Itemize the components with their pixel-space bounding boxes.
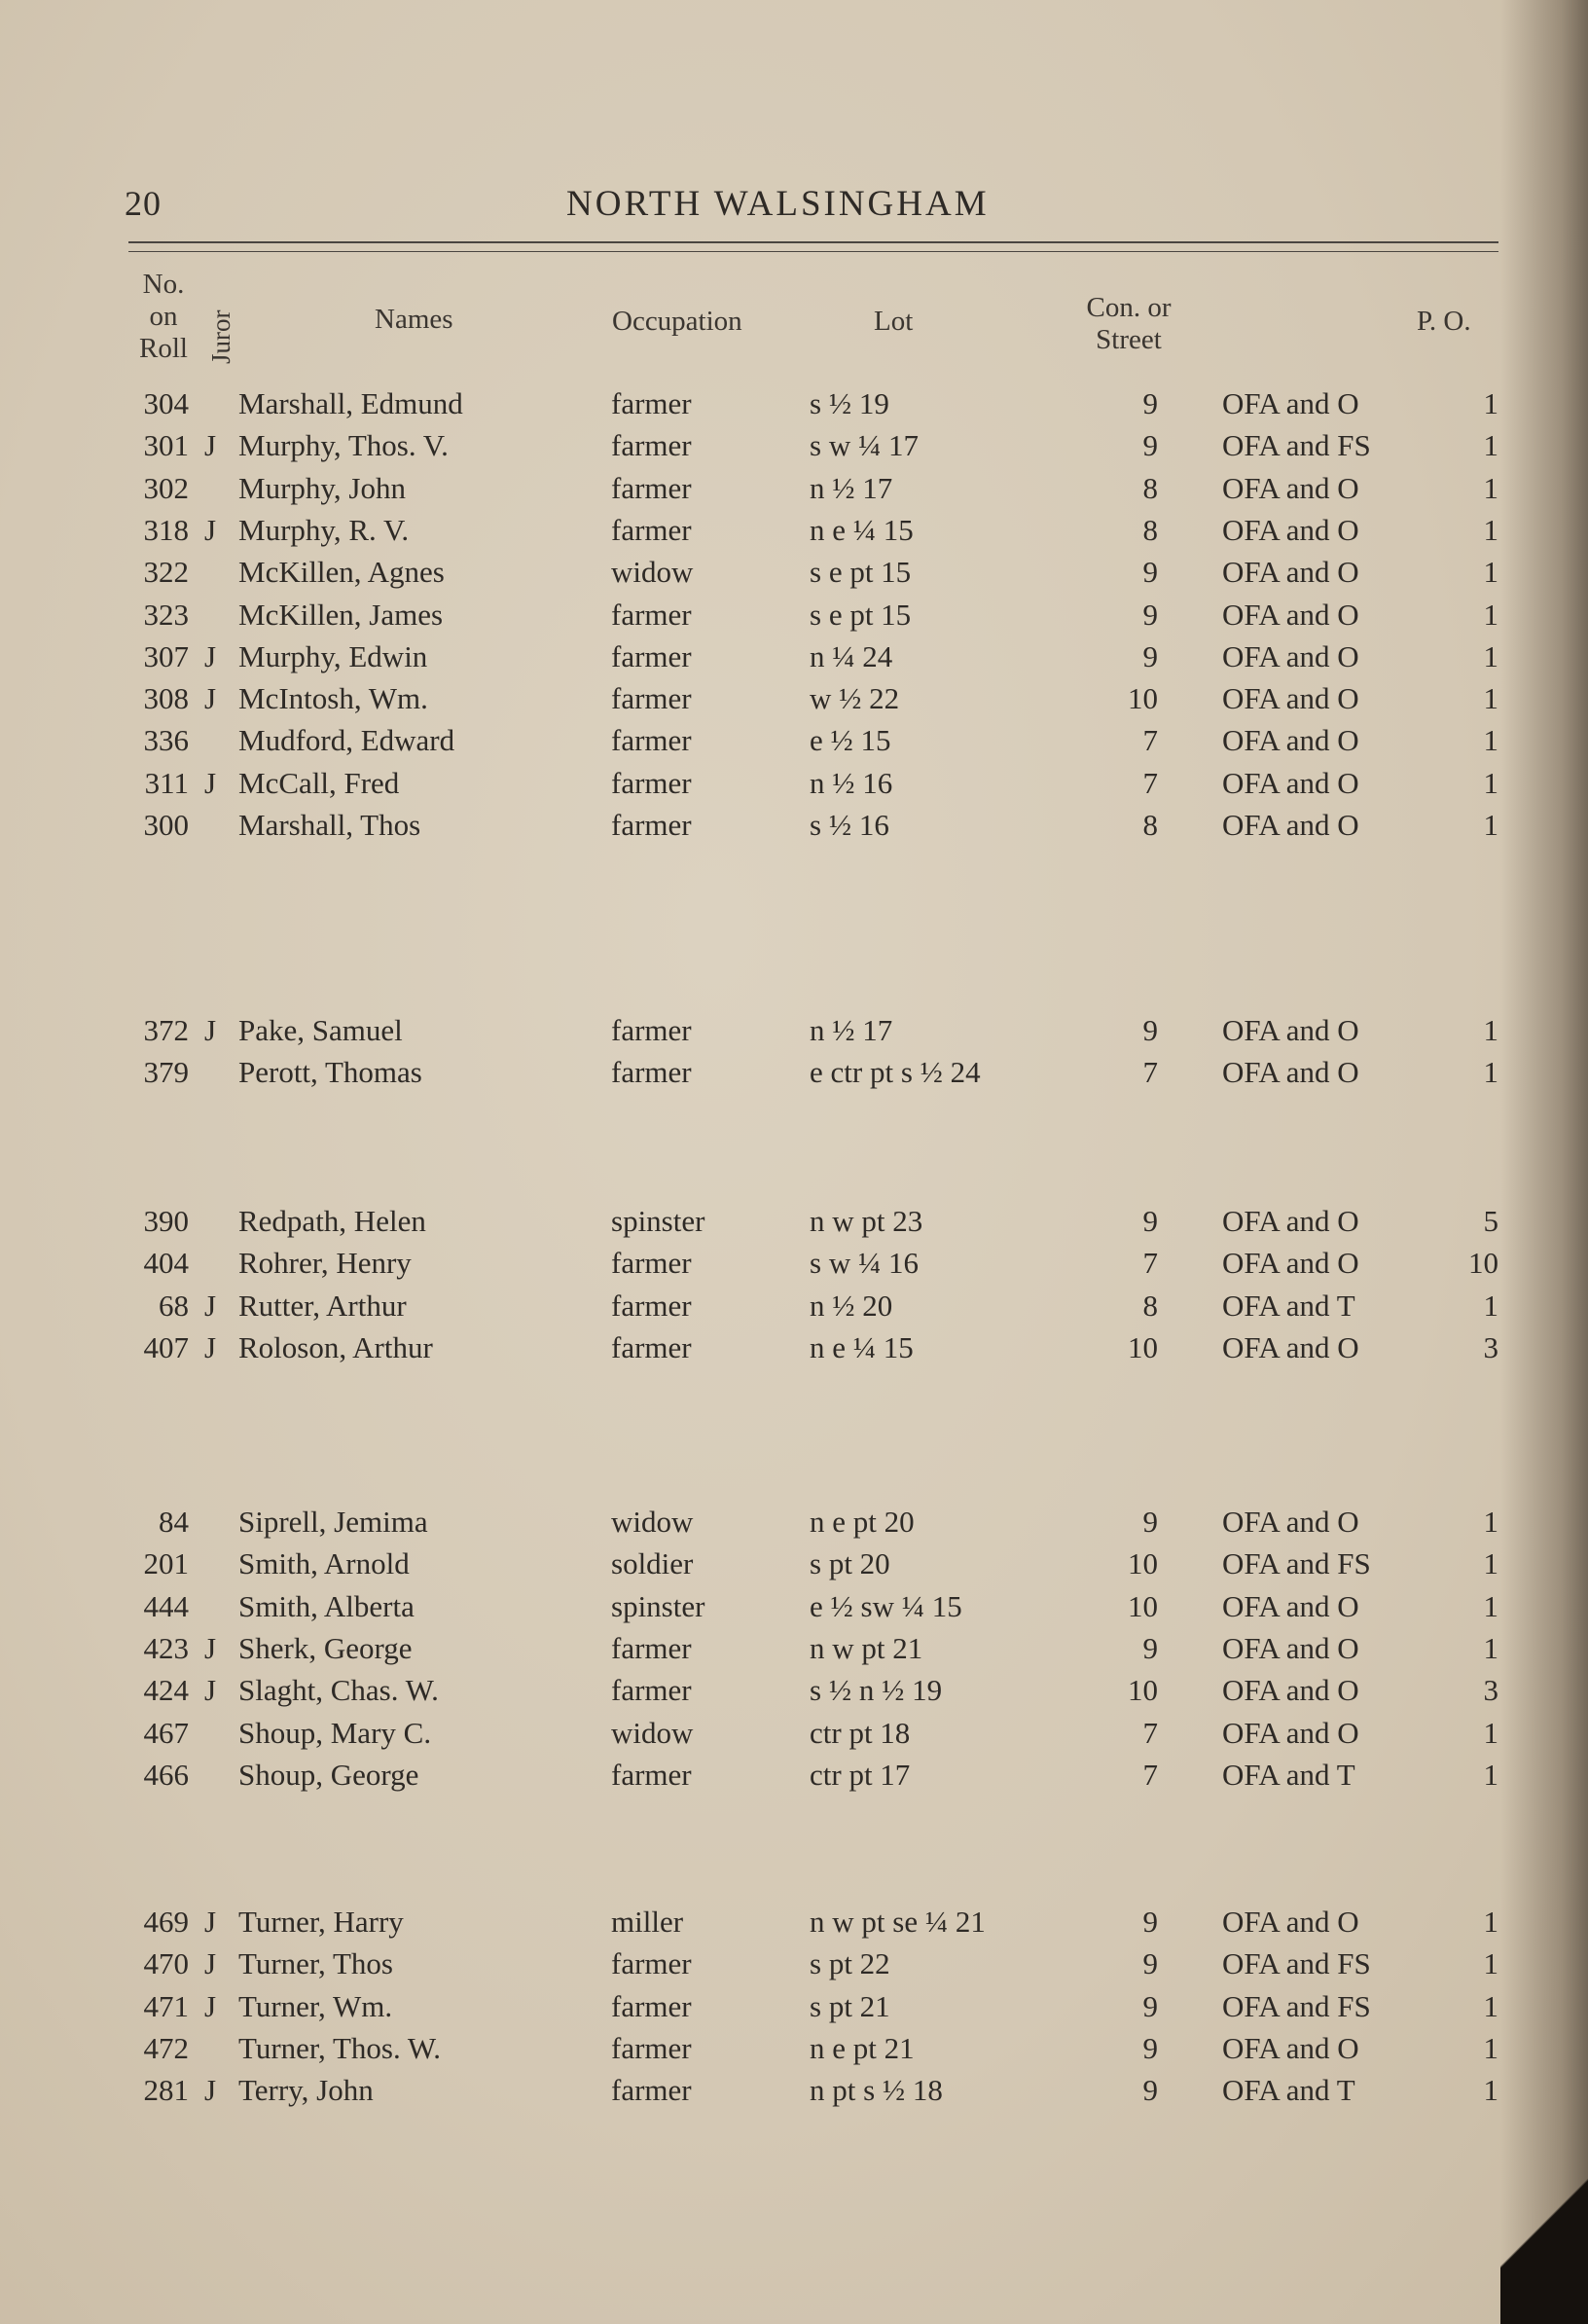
cell-roll-number: 372 (143, 1013, 189, 1047)
table-row (0, 428, 1588, 467)
column-header-roll-text: No. on Roll (139, 269, 188, 364)
cell-juror-mark: J (204, 512, 217, 547)
cell-post-office-number: 1 (1483, 512, 1498, 547)
cell-post-office: OFA and O (1222, 2030, 1359, 2065)
table-row (0, 555, 1588, 594)
table-row (0, 1758, 1588, 1797)
table-row (0, 471, 1588, 510)
table-row (0, 1989, 1588, 2028)
cell-occupation: farmer (611, 2073, 692, 2108)
cell-juror-mark: J (204, 638, 217, 673)
cell-concession: 9 (1142, 1204, 1158, 1238)
cell-lot: s pt 21 (810, 1988, 890, 2023)
cell-lot: s w ¼ 17 (810, 428, 919, 463)
cell-juror-mark: J (204, 1630, 217, 1665)
cell-roll-number: 302 (143, 470, 189, 505)
cell-post-office-number: 1 (1483, 1505, 1498, 1539)
cell-roll-number: 323 (143, 597, 189, 632)
cell-juror-mark: J (204, 765, 217, 800)
cell-post-office-number: 1 (1483, 723, 1498, 758)
table-row (0, 1589, 1588, 1628)
cell-juror-mark: J (204, 2073, 217, 2108)
cell-occupation: soldier (611, 1546, 694, 1581)
cell-concession: 8 (1142, 512, 1158, 547)
table-row (0, 1631, 1588, 1670)
cell-occupation: widow (611, 1505, 694, 1539)
cell-occupation: farmer (611, 1288, 692, 1323)
table-row (0, 1716, 1588, 1755)
cell-lot: n pt s ½ 18 (810, 2073, 943, 2108)
cell-concession: 9 (1142, 386, 1158, 420)
cell-concession: 9 (1142, 1988, 1158, 2023)
cell-name: Murphy, John (238, 470, 406, 505)
cell-roll-number: 404 (143, 1246, 189, 1281)
cell-post-office: OFA and FS (1222, 428, 1371, 463)
cell-concession: 7 (1142, 1246, 1158, 1281)
cell-roll-number: 424 (143, 1673, 189, 1708)
cell-post-office-number: 1 (1483, 1055, 1498, 1090)
cell-lot: e ½ 15 (810, 723, 891, 758)
cell-name: Smith, Alberta (238, 1588, 415, 1623)
cell-roll-number: 379 (143, 1055, 189, 1090)
cell-concession: 9 (1142, 428, 1158, 463)
cell-concession: 9 (1142, 2030, 1158, 2065)
cell-name: Smith, Arnold (238, 1546, 410, 1581)
cell-post-office: OFA and O (1222, 1630, 1359, 1665)
cell-lot: s ½ n ½ 19 (810, 1673, 943, 1708)
cell-post-office: OFA and FS (1222, 1946, 1371, 1981)
cell-roll-number: 472 (143, 2030, 189, 2065)
cell-post-office-number: 1 (1483, 1630, 1498, 1665)
cell-occupation: farmer (611, 2030, 692, 2065)
cell-lot: e ½ sw ¼ 15 (810, 1588, 962, 1623)
cell-post-office-number: 1 (1483, 1757, 1498, 1792)
cell-post-office-number: 1 (1483, 1988, 1498, 2023)
cell-concession: 10 (1128, 1329, 1158, 1364)
table-row (0, 1055, 1588, 1094)
cell-roll-number: 336 (143, 723, 189, 758)
cell-roll-number: 311 (144, 765, 189, 800)
cell-post-office: OFA and O (1222, 1715, 1359, 1750)
cell-occupation: farmer (611, 638, 692, 673)
cell-concession: 9 (1142, 1505, 1158, 1539)
cell-roll-number: 84 (159, 1505, 189, 1539)
cell-lot: n w pt 21 (810, 1630, 923, 1665)
cell-post-office: OFA and O (1222, 597, 1359, 632)
cell-juror-mark: J (204, 1329, 217, 1364)
column-header-occupation: Occupation (612, 306, 742, 337)
cell-lot: s pt 22 (810, 1946, 890, 1981)
cell-occupation: farmer (611, 1988, 692, 2023)
cell-juror-mark: J (204, 1013, 217, 1047)
cell-concession: 10 (1128, 681, 1158, 716)
cell-occupation: farmer (611, 1055, 692, 1090)
cell-concession: 8 (1142, 1288, 1158, 1323)
table-row (0, 681, 1588, 720)
cell-concession: 8 (1142, 808, 1158, 842)
cell-post-office: OFA and O (1222, 512, 1359, 547)
cell-post-office-number: 1 (1483, 681, 1498, 716)
cell-post-office-number: 1 (1483, 555, 1498, 590)
cell-roll-number: 308 (143, 681, 189, 716)
cell-post-office: OFA and FS (1222, 1546, 1371, 1581)
cell-post-office-number: 1 (1483, 1905, 1498, 1939)
cell-concession: 10 (1128, 1588, 1158, 1623)
cell-post-office-number: 10 (1468, 1246, 1498, 1281)
cell-name: Redpath, Helen (238, 1204, 426, 1238)
cell-lot: n w pt 23 (810, 1204, 923, 1238)
cell-post-office: OFA and O (1222, 386, 1359, 420)
cell-lot: n e ¼ 15 (810, 1329, 914, 1364)
cell-name: McKillen, James (238, 597, 444, 632)
cell-roll-number: 300 (143, 808, 189, 842)
cell-name: Shoup, Mary C. (238, 1715, 432, 1750)
cell-name: Murphy, Edwin (238, 638, 428, 673)
cell-roll-number: 469 (143, 1905, 189, 1939)
cell-occupation: farmer (611, 1673, 692, 1708)
cell-juror-mark: J (204, 1905, 217, 1939)
cell-lot: s e pt 15 (810, 597, 912, 632)
cell-roll-number: 407 (143, 1329, 189, 1364)
cell-name: Perott, Thomas (238, 1055, 422, 1090)
cell-roll-number: 301 (143, 428, 189, 463)
cell-name: Murphy, R. V. (238, 512, 410, 547)
cell-post-office-number: 1 (1483, 2073, 1498, 2108)
cell-post-office-number: 1 (1483, 765, 1498, 800)
cell-name: Roloson, Arthur (238, 1329, 433, 1364)
cell-roll-number: 470 (143, 1946, 189, 1981)
column-header-names: Names (375, 304, 453, 335)
cell-roll-number: 304 (143, 386, 189, 420)
cell-occupation: farmer (611, 1246, 692, 1281)
cell-occupation: farmer (611, 1630, 692, 1665)
cell-post-office: OFA and O (1222, 1204, 1359, 1238)
cell-post-office: OFA and O (1222, 723, 1359, 758)
cell-post-office: OFA and O (1222, 1505, 1359, 1539)
cell-name: Marshall, Edmund (238, 386, 463, 420)
cell-post-office: OFA and O (1222, 1329, 1359, 1364)
cell-occupation: farmer (611, 808, 692, 842)
cell-concession: 9 (1142, 597, 1158, 632)
cell-name: Murphy, Thos. V. (238, 428, 449, 463)
cell-name: Turner, Thos. W. (238, 2030, 442, 2065)
table-row (0, 723, 1588, 762)
cell-post-office-number: 1 (1483, 597, 1498, 632)
cell-occupation: farmer (611, 1013, 692, 1047)
cell-post-office: OFA and FS (1222, 1988, 1371, 2023)
cell-post-office: OFA and T (1222, 1288, 1355, 1323)
table-row (0, 1946, 1588, 1985)
cell-post-office: OFA and T (1222, 2073, 1355, 2108)
cell-juror-mark: J (204, 1288, 217, 1323)
cell-roll-number: 318 (143, 512, 189, 547)
table-row (0, 1204, 1588, 1243)
cell-post-office: OFA and O (1222, 470, 1359, 505)
cell-post-office-number: 1 (1483, 428, 1498, 463)
cell-concession: 9 (1142, 1013, 1158, 1047)
cell-juror-mark: J (204, 681, 217, 716)
cell-name: McKillen, Agnes (238, 555, 445, 590)
cell-post-office: OFA and O (1222, 765, 1359, 800)
cell-name: Terry, John (238, 2073, 374, 2108)
cell-lot: s pt 20 (810, 1546, 890, 1581)
cell-roll-number: 466 (143, 1757, 189, 1792)
cell-post-office-number: 1 (1483, 1715, 1498, 1750)
cell-roll-number: 390 (143, 1204, 189, 1238)
cell-post-office: OFA and O (1222, 1246, 1359, 1281)
cell-lot: e ctr pt s ½ 24 (810, 1055, 981, 1090)
column-header-po: P. O. (1417, 306, 1471, 337)
cell-occupation: farmer (611, 765, 692, 800)
cell-name: Marshall, Thos (238, 808, 421, 842)
table-row (0, 2073, 1588, 2112)
cell-concession: 7 (1142, 1757, 1158, 1792)
cell-occupation: farmer (611, 1757, 692, 1792)
cell-post-office-number: 1 (1483, 2030, 1498, 2065)
cell-roll-number: 467 (143, 1715, 189, 1750)
cell-roll-number: 444 (143, 1588, 189, 1623)
cell-post-office-number: 1 (1483, 1588, 1498, 1623)
cell-occupation: farmer (611, 512, 692, 547)
table-row (0, 1505, 1588, 1543)
cell-lot: n e pt 21 (810, 2030, 915, 2065)
cell-name: Sherk, George (238, 1630, 413, 1665)
cell-concession: 9 (1142, 638, 1158, 673)
cell-post-office: OFA and O (1222, 1588, 1359, 1623)
cell-name: Mudford, Edward (238, 723, 455, 758)
cell-occupation: farmer (611, 597, 692, 632)
cell-occupation: farmer (611, 723, 692, 758)
cell-post-office: OFA and O (1222, 1013, 1359, 1047)
cell-name: Turner, Wm. (238, 1988, 393, 2023)
cell-post-office: OFA and O (1222, 1673, 1359, 1708)
cell-concession: 7 (1142, 723, 1158, 758)
cell-concession: 7 (1142, 765, 1158, 800)
table-row (0, 1246, 1588, 1285)
cell-post-office-number: 1 (1483, 1288, 1498, 1323)
table-row (0, 1013, 1588, 1052)
cell-post-office-number: 1 (1483, 808, 1498, 842)
cell-lot: s ½ 19 (810, 386, 889, 420)
cell-juror-mark: J (204, 1673, 217, 1708)
cell-occupation: farmer (611, 1329, 692, 1364)
cell-occupation: spinster (611, 1204, 705, 1238)
cell-concession: 7 (1142, 1055, 1158, 1090)
cell-concession: 9 (1142, 1905, 1158, 1939)
cell-post-office-number: 3 (1483, 1673, 1498, 1708)
cell-lot: n e pt 20 (810, 1505, 915, 1539)
cell-name: Shoup, George (238, 1757, 419, 1792)
cell-roll-number: 68 (159, 1288, 189, 1323)
cell-lot: ctr pt 18 (810, 1715, 911, 1750)
table-row (0, 1330, 1588, 1369)
cell-lot: s ½ 16 (810, 808, 889, 842)
cell-post-office: OFA and O (1222, 1055, 1359, 1090)
table-row (0, 386, 1588, 425)
cell-name: Rohrer, Henry (238, 1246, 412, 1281)
table-row (0, 513, 1588, 552)
cell-post-office-number: 1 (1483, 638, 1498, 673)
cell-name: Turner, Thos (238, 1946, 393, 1981)
cell-name: McCall, Fred (238, 765, 400, 800)
table-row (0, 2031, 1588, 2070)
table-row (0, 1289, 1588, 1327)
page-number: 20 (125, 184, 162, 223)
cell-roll-number: 471 (143, 1988, 189, 2023)
table-row (0, 1546, 1588, 1585)
cell-occupation: widow (611, 555, 694, 590)
cell-post-office: OFA and O (1222, 555, 1359, 590)
cell-post-office-number: 1 (1483, 1946, 1498, 1981)
cell-juror-mark: J (204, 428, 217, 463)
cell-lot: n e ¼ 15 (810, 512, 914, 547)
cell-roll-number: 281 (143, 2073, 189, 2108)
cell-occupation: farmer (611, 1946, 692, 1981)
cell-post-office-number: 1 (1483, 1013, 1498, 1047)
cell-lot: ctr pt 17 (810, 1757, 911, 1792)
cell-name: Siprell, Jemima (238, 1505, 428, 1539)
cell-concession: 9 (1142, 555, 1158, 590)
cell-post-office-number: 5 (1483, 1204, 1498, 1238)
cell-roll-number: 423 (143, 1630, 189, 1665)
cell-concession: 8 (1142, 470, 1158, 505)
cell-lot: n ½ 17 (810, 1013, 893, 1047)
cell-name: Slaght, Chas. W. (238, 1673, 439, 1708)
table-row (0, 639, 1588, 678)
cell-juror-mark: J (204, 1946, 217, 1981)
cell-name: Pake, Samuel (238, 1013, 403, 1047)
table-row (0, 1673, 1588, 1712)
cell-concession: 10 (1128, 1546, 1158, 1581)
cell-concession: 9 (1142, 1630, 1158, 1665)
table-row (0, 1905, 1588, 1943)
page-title: NORTH WALSINGHAM (566, 184, 990, 224)
cell-post-office-number: 1 (1483, 386, 1498, 420)
cell-name: Turner, Harry (238, 1905, 404, 1939)
cell-occupation: farmer (611, 470, 692, 505)
cell-occupation: widow (611, 1715, 694, 1750)
cell-post-office: OFA and O (1222, 638, 1359, 673)
cell-roll-number: 322 (143, 555, 189, 590)
cell-roll-number: 307 (143, 638, 189, 673)
cell-post-office: OFA and T (1222, 1757, 1355, 1792)
cell-post-office-number: 3 (1483, 1329, 1498, 1364)
cell-post-office: OFA and O (1222, 681, 1359, 716)
cell-lot: n w pt se ¼ 21 (810, 1905, 986, 1939)
cell-occupation: spinster (611, 1588, 705, 1623)
cell-lot: n ½ 17 (810, 470, 893, 505)
cell-name: Rutter, Arthur (238, 1288, 407, 1323)
cell-post-office-number: 1 (1483, 470, 1498, 505)
cell-concession: 7 (1142, 1715, 1158, 1750)
column-header-juror: Juror (206, 309, 235, 364)
cell-roll-number: 201 (143, 1546, 189, 1581)
cell-lot: n ¼ 24 (810, 638, 893, 673)
column-header-lot: Lot (874, 306, 914, 337)
cell-lot: n ½ 16 (810, 765, 893, 800)
column-header-con: Con. or Street (1086, 292, 1172, 355)
cell-concession: 9 (1142, 1946, 1158, 1981)
cell-occupation: farmer (611, 386, 692, 420)
cell-occupation: farmer (611, 428, 692, 463)
cell-occupation: miller (611, 1905, 684, 1939)
cell-post-office-number: 1 (1483, 1546, 1498, 1581)
cell-name: McIntosh, Wm. (238, 681, 428, 716)
cell-concession: 10 (1128, 1673, 1158, 1708)
cell-lot: w ½ 22 (810, 681, 900, 716)
cell-lot: s w ¼ 16 (810, 1246, 919, 1281)
cell-lot: s e pt 15 (810, 555, 912, 590)
table-row (0, 808, 1588, 847)
table-row (0, 766, 1588, 805)
cell-lot: n ½ 20 (810, 1288, 893, 1323)
cell-post-office: OFA and O (1222, 1905, 1359, 1939)
cell-occupation: farmer (611, 681, 692, 716)
cell-concession: 9 (1142, 2073, 1158, 2108)
cell-post-office: OFA and O (1222, 808, 1359, 842)
cell-juror-mark: J (204, 1988, 217, 2023)
table-row (0, 598, 1588, 636)
